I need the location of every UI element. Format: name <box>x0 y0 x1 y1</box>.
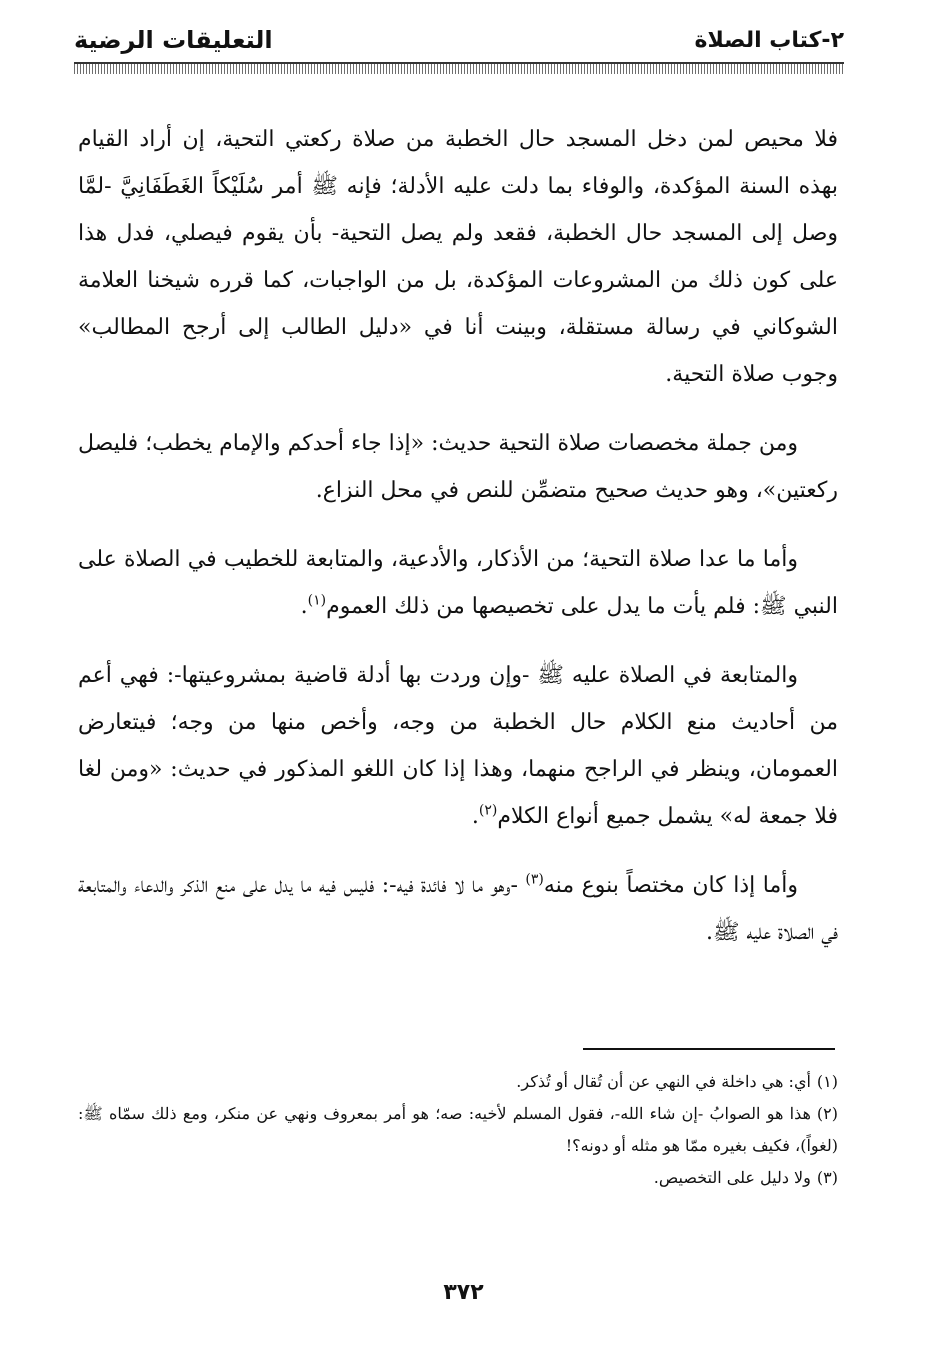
footnote-ref[interactable]: (١) <box>307 592 327 609</box>
main-text <box>78 116 838 978</box>
paragraph-3: وأما ما عدا صلاة التحية؛ من الأذكار، والأدعية، والمتابعة للخطيب في الصلاة على النبي ﷺ: فلم يأت ما يدل على تخصيصها من ذلك العموم$^{(١)}$. <box>78 547 838 619</box>
paragraph-5 <box>78 862 838 956</box>
footnote-number: (٢) <box>816 1104 838 1123</box>
footnote-text: هذا هو الصوابُ -إن شاء الله-، فقول المسلم لأخيه: صه؛ هو أمر بمعروف ونهي عن منكر، ومع ذلك سمّاه ﷺ: (لغواً)، فكيف بغيره ممّا هو مثله أو دونه؟! <box>78 1104 838 1155</box>
footnote-ref[interactable]: (٣) <box>525 871 544 888</box>
paragraph-2 <box>78 420 838 514</box>
paragraph-text: ومن جملة مخصصات صلاة التحية حديث: «إذا جاء أحدكم والإمام يخطب؛ فليصل ركعتين»، وهو حديث صحيح متضمِّن للنص في محل النزاع. <box>78 431 838 503</box>
footnote-text: ولا دليل على التخصيص. <box>653 1168 811 1187</box>
footnote-number: (١) <box>816 1072 838 1091</box>
footnotes <box>78 1066 838 1194</box>
page-number: ٣٧٢ <box>443 1280 484 1305</box>
paragraph-1 <box>78 116 838 398</box>
paragraph-text: وأما إذا كان مختصاً بنوع منه <box>543 873 799 898</box>
footnote-3 <box>78 1162 838 1194</box>
header-divider <box>74 62 844 74</box>
footnote-text: أي: هي داخلة في النهي عن أن تُقال أو تُذكر. <box>516 1072 811 1091</box>
paragraph-text: وأما ما عدا صلاة التحية؛ من الأذكار، والأدعية، والمتابعة للخطيب في الصلاة على النبي ﷺ: فلم يأت ما يدل على تخصيصها من ذلك العموم <box>78 547 838 619</box>
paragraph-text: والمتابعة في الصلاة عليه ﷺ -وإن وردت بها أدلة قاضية بمشروعيتها-: فهي أعم من أحاديث منع الكلام حال الخطبة من وجه، وأخص منها من وجه؛ فيتعارض العمومان، وينظر في الراجح منهما، وهذا إذا كان اللغو المذكور في حديث: «ومن لغا فلا جمعة له» يشمل جميع أنواع الكلام <box>78 663 838 829</box>
paragraph-4: والمتابعة في الصلاة عليه ﷺ -وإن وردت بها أدلة قاضية بمشروعيتها-: فهي أعم من أحاديث منع الكلام حال الخطبة من وجه، وأخص منها من وجه؛ فيتعارض العمومان، وينظر في الراجح منهما، وهذا إذا كان اللغو المذكور في حديث: «ومن لغا فلا جمعة له» يشمل جميع أنواع الكلام$^{(٢)}$. <box>78 663 838 829</box>
footnote-divider <box>583 1048 835 1050</box>
paragraph-text: فلا محيص لمن دخل المسجد حال الخطبة من صلاة ركعتي التحية، إن أراد القيام بهذه السنة المؤكدة، والوفاء بما دلت عليه الأدلة؛ فإنه ﷺ أمر سُلَيْكاً الغَطَفَانِيَّ -لمَّا وصل إلى المسجد حال الخطبة، فقعد ولم يصل التحية- بأن يقوم فيصلي، فدل هذا على كون ذلك من المشروعات المؤكدة، بل من الواجبات، كما قرره شيخنا العلامة الشوكاني في رسالة مستقلة، وبينت أنا في «دليل الطالب إلى أرجح المطالب» وجوب صلاة التحية. <box>78 127 838 387</box>
chapter-title: ٢-كتاب الصلاة <box>694 28 844 53</box>
running-header <box>74 22 844 62</box>
footnote-ref[interactable]: (٢) <box>478 802 498 819</box>
paragraph-text: -وهو ما لا فائدة فيه-: فليس فيه ما يدل على منع الذكر والدعاء والمتابعة في الصلاة عليه ﷺ. <box>78 873 838 945</box>
footnote-1 <box>78 1066 838 1098</box>
book-title: التعليقات الرضية <box>74 26 273 54</box>
footnote-number: (٣) <box>816 1168 838 1187</box>
footnote-2 <box>78 1098 838 1162</box>
